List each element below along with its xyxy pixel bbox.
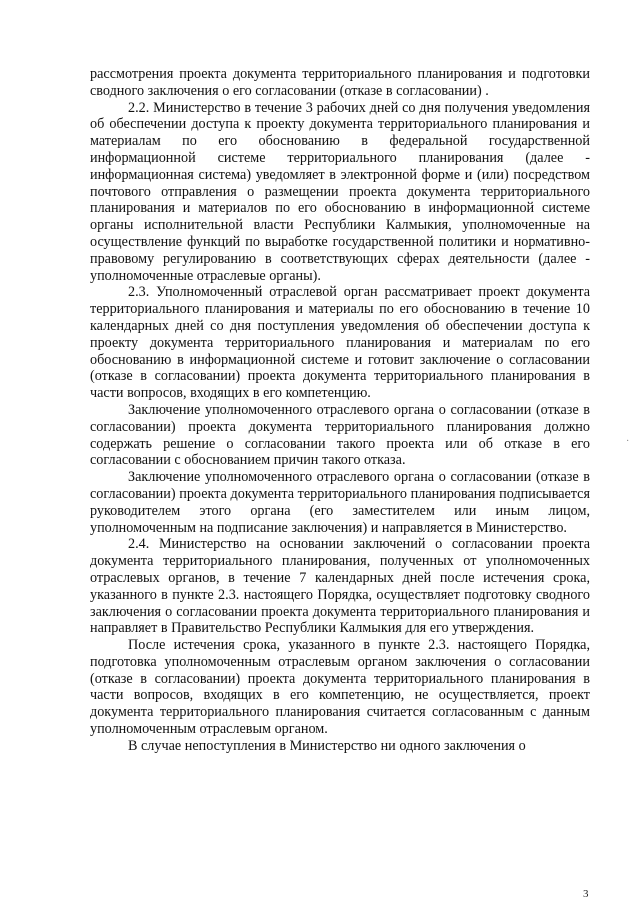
margin-mark: · — [626, 436, 630, 447]
paragraph-conclusion-signing: Заключение уполномоченного отраслевого органа о согласовании (отказе в согласовании) проекта документа территориального планирования подписывается руководителем этого органа (его заместителем или иным лицом, уполномоченным на подписание заключения) и направляется в Министерство. — [90, 469, 590, 536]
paragraph-continuation: рассмотрения проекта документа территориального планирования и подготовки сводного заключения о его согласовании (отказе в согласовании) . — [90, 66, 590, 99]
paragraph-after-deadline: После истечения срока, указанного в пункте 2.3. настоящего Порядка, подготовка уполномоченным отраслевым органом заключения о согласовании (отказе в согласовании) проекта документа территориального планирования в части вопросов, входящих в его компетенцию, не осуществляется, проект документа территориального планирования считается согласованным с данным уполномоченным отраслевым органом. — [90, 637, 590, 738]
paragraph-2-2: 2.2. Министерство в течение 3 рабочих дней со дня получения уведомления об обеспечении доступа к проекту документа территориального планирования и материалам по его обоснованию в федеральной государственной информационной системе территориального планирования (далее - информационная система) уведомляет в электронной форме и (или) посредством почтового отправления о размещении проекта документа территориального планирования и материалов по его обоснованию в информационной системе органы исполнительной власти Республики Калмыкия, уполномоченные на осуществление функций по выработке государственной политики и нормативно-правовому регулированию в соответствующих сферах деятельности (далее - уполномоченные отраслевые органы). — [90, 99, 590, 284]
paragraph-conclusion-content: Заключение уполномоченного отраслевого органа о согласовании (отказе в согласовании) проекта документа территориального планирования должно содержать решение о согласовании такого проекта или об отказе в его согласовании с обоснованием причин такого отказа. — [90, 401, 590, 469]
document-body — [90, 66, 590, 755]
paragraph-no-conclusion: В случае непоступления в Министерство ни одного заключения о — [128, 737, 526, 754]
page-number: 3 — [583, 888, 589, 900]
paragraph-2-4: 2.4. Министерство на основании заключений о согласовании проекта документа территориального планирования, полученных от уполномоченных отраслевых органов, в течение 7 календарных дней после истечения срока, указанного в пункте 2.3. настоящего Порядка, осуществляет подготовку сводного заключения о согласовании проекта документа территориального планирования и направляет в Правительство Республики Калмыкия для его утверждения. — [90, 536, 590, 637]
paragraph-2-3: 2.3. Уполномоченный отраслевой орган рассматривает проект документа территориального планирования и материалы по его обоснованию в течение 10 календарных дней со дня поступления уведомления об обеспечении доступа к проекту документа территориального планирования и материалам по его обоснованию в информационной системе и готовит заключение о согласовании (отказе в согласовании) проекта документа территориального планирования в части вопросов, входящих в его компетенцию. — [90, 284, 590, 402]
